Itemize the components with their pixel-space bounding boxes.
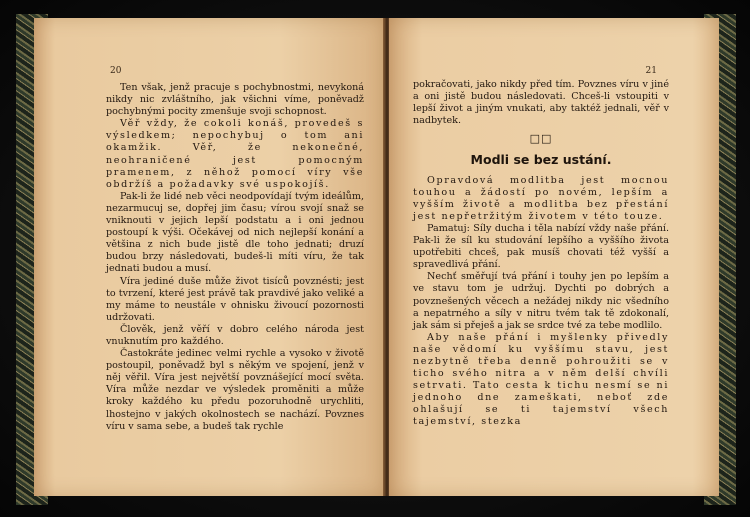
paragraph: Opravdová modlitba jest mocnou touhou a žádostí po novém, lepším a vyšším životě a modlitba bez přestání jest nepřetržitým životem v této touze.	[413, 174, 669, 222]
paragraph: Člověk, jenž věří v dobro celého národa jest vnuknutím pro každého.	[106, 323, 364, 347]
left-page-text	[106, 82, 364, 433]
left-page	[34, 18, 385, 496]
page-number-left: 20	[110, 66, 122, 76]
paragraph: Víra jediné duše může život tisíců povznésti; jest to tvrzení, které jest právě tak pravdivé jako veliké a my máme to neustále v ohnisku živoucí pozornosti udržovati.	[106, 275, 364, 323]
paragraph: Věř vždy, že cokoli konáš, provedeš s výsledkem; nepochybuj o tom ani okamžik. Věř, že nekonečné, neohraničené jest pomocným pramenem, z něhož pomocí víry vše obdržíš a požadavky své uspokojíš.	[106, 118, 364, 190]
paragraph: Nechť směřují tvá přání i touhy jen po lepším a ve stavu tom je udržuj. Dychti po dobrých a povznešených věcech a nežádej nikdy nic všedního a nepatrného a síly v nitru tvém tak tě zdokonalí, jak sám si přeješ a jak se srdce tvé za tebe modlilo.	[413, 271, 669, 331]
right-page-text	[413, 79, 669, 429]
paragraph: Aby naše přání i myšlenky přivedly naše vědomí ku vyššímu stavu, jest nezbytně třeba denně pohroužiti se v ticho svého nitra a v něm delší chvíli setrvati. Tato cesta k tichu nesmí se ni jednoho dne zameškati, neboť zde ohlašují se ti tajemství všech tajemství, stezka	[413, 331, 669, 428]
chapter-title: Modli se bez ustání.	[470, 152, 612, 168]
paragraph: Ten však, jenž pracuje s pochybnostmi, nevykoná nikdy nic zvláštního, jak všichni víme, poněvadž pochybnými pocity zmenšuje svoji schopnost.	[106, 82, 364, 118]
paragraph-continuation: pokračovati, jako nikdy před tím. Povznes víru v jiné a oni jistě budou následovati. Chceš-li vstoupiti v lepší život a jiným vnukati, aby taktéž jednali, věř v nadbytek.	[413, 79, 669, 127]
paragraph: Častokráte jedinec velmi rychle a vysoko v životě postoupil, poněvadž byl s někým ve spojení, jenž v něj věřil. Víra jest největší povznášející mocí světa. Víra může nezdar ve výsledek proměniti a může kroky každého ku předu pozoruhodně urychliti, lhostejno v jakých okolnostech se nachází. Povznes víru v sama sebe, a budeš tak rychle	[106, 348, 364, 432]
right-page	[389, 18, 719, 496]
paragraph: Pak-li že lidé neb věci neodpovídají tvým ideálům, nezarmucuj se, dopřej jim času; vírou svojí snaž se vniknouti v jejich lepší podstatu a i oni jednou postoupí k výši. Očekávej od nich nejlepší konání a většina z nich bude jistě dle toho jednati; druzí budou brzy následovati, budeš-li míti víru, že tak jednati budou a musí.	[106, 190, 364, 275]
paragraph: Pamatuj: Síly ducha i těla nabízí vždy naše přání. Pak-li že síl ku studování lepšího a vyššího života upotřebiti chceš, pak musíš chovati též vyšší a spravedlivá přání.	[413, 222, 669, 271]
page-number-right: 21	[645, 66, 657, 76]
section-ornament: □□	[529, 132, 553, 146]
